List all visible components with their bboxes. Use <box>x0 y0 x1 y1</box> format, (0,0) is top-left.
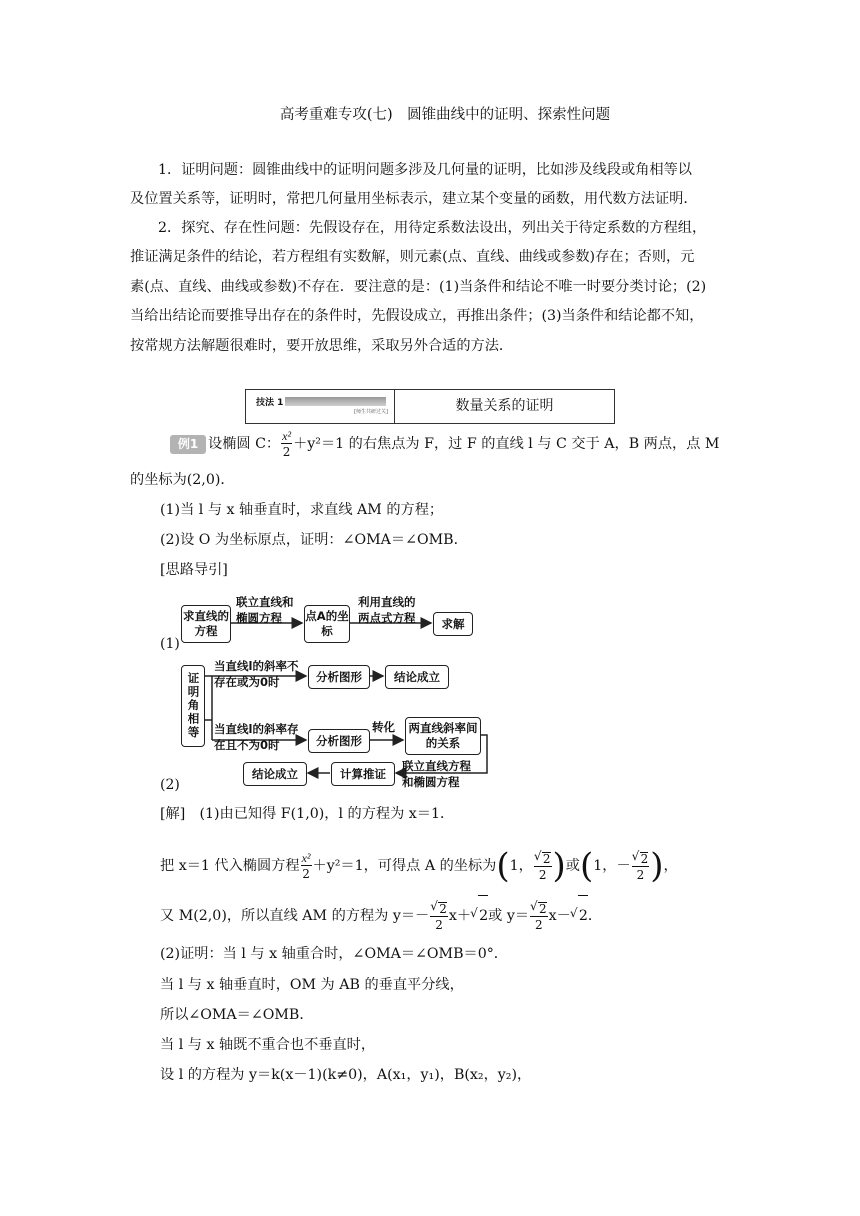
fraction-numerator: x² <box>301 851 311 865</box>
point2-x: 1，－ <box>593 858 631 874</box>
intro-p1-line1: 1．证明问题：圆锥曲线中的证明问题多涉及几何量的证明，比如涉及线段或角相等以 <box>158 162 692 178</box>
solution-line3-c: 或 y＝ <box>488 908 530 924</box>
question-2: (2)设 O 为坐标原点，证明：∠OMA＝∠OMB． <box>160 532 468 548</box>
solution-line3-b: x＋ <box>448 908 472 924</box>
solution-line3-d: x－ <box>548 908 571 924</box>
point1-y-fraction <box>534 852 552 881</box>
solution-line5: 当 l 与 x 轴垂直时，OM 为 AB 的垂直平分线， <box>160 977 464 993</box>
line3-sqrt2: √ 2 <box>478 895 488 936</box>
fraction-denominator: 2 <box>302 867 310 881</box>
line3-den1: 2 <box>435 917 443 932</box>
line3-den2: 2 <box>535 917 543 932</box>
fraction-denominator: 2 <box>282 445 291 459</box>
flow2-transform-label: 转化 <box>372 720 395 734</box>
flow1-arrow2-label: 利用直线的两点式方程 <box>358 595 416 625</box>
flow1-box-line-equation: 求直线的方程 <box>181 605 231 643</box>
flow1-label: (1) <box>160 636 180 652</box>
fraction-numerator: x² <box>282 429 292 443</box>
flow2-branch1-label: 当直线l的斜率不存在或为0时 <box>214 659 299 689</box>
line3-frac2 <box>530 902 548 931</box>
flow2-box-conclusion-a: 结论成立 <box>385 665 449 689</box>
example-badge: 例1 <box>170 435 206 454</box>
line3-frac1 <box>430 902 448 931</box>
example-line1-a: 设椭圆 C： <box>208 436 281 452</box>
flow1-box-point-a: 点A的坐标 <box>304 605 350 643</box>
example-line1-b: ＋y²＝1 的右焦点为 F，过 F 的直线 l 与 C 交于 A，B 两点，点 M <box>293 436 720 452</box>
point2-close-paren: ) <box>650 846 664 886</box>
section-subtitle: [师生共研过关] <box>354 409 388 415</box>
line3-sqrt4: √ 2 <box>578 895 588 936</box>
intro-p2-line3: 素(点、直线、曲线或参数)不存在．要注意的是：(1)当条件和结论不唯一时要分类讨论；(2) <box>130 279 707 295</box>
page-title: 高考重难专攻(七) 圆锥曲线中的证明、探索性问题 <box>279 107 611 123</box>
solution-or: 或 <box>565 858 580 874</box>
solution-line2-fraction <box>301 852 312 880</box>
intro-p1-line2: 及位置关系等，证明时，常把几何量用坐标表示，建立某个变量的函数，用代数方法证明． <box>130 191 698 207</box>
solution-line3-e: ． <box>587 908 603 924</box>
solution-line1: [解] (1)由已知得 F(1,0)，l 的方程为 x＝1． <box>160 806 455 822</box>
flow2-box-conclusion-b: 结论成立 <box>243 762 307 786</box>
point2-y-fraction <box>632 852 650 881</box>
solution-line6: 所以∠OMA＝∠OMB． <box>160 1007 314 1023</box>
flow2-root-box: 证明角相等 <box>181 665 205 747</box>
flow2-box-compute: 计算推证 <box>331 762 395 786</box>
solution-line4: (2)证明：当 l 与 x 轴重合时，∠OMA＝∠OMB＝0°． <box>160 946 508 962</box>
example-line2: 的坐标为(2,0)． <box>130 472 235 488</box>
guide-label: [思路导引] <box>160 562 228 578</box>
flow2-branch2-label: 当直线l的斜率存在且不为0时 <box>214 722 299 752</box>
flow1-arrow1-label: 联立直线和椭圆方程 <box>236 595 294 625</box>
solution-line2: 把 x＝1 代入椭圆方程 $\frac{\text{x²}}{2}$ ＋y²＝1，可得点 A 的坐标为(1， √ $\frac{2}{2}$ )或(1，－ √ $\frac{2}{2}$ )， <box>160 846 678 886</box>
flow2-combine-label: 联立直线方程和椭圆方程 <box>402 759 471 789</box>
intro-p2-line2: 推证满足条件的结论，若方程组有实数解，则元素(点、直线、曲线或参数)存在；否则，元 <box>130 249 695 265</box>
solution-line2-b: ＋y²＝1，可得点 A 的坐标为 <box>312 858 497 874</box>
point1-open-paren: ( <box>496 846 510 886</box>
line3-sqrt3: √ 2 <box>538 902 547 915</box>
solution-line8: 设 l 的方程为 y＝k(x－1)(k≠0)，A(x₁，y₁)，B(x₂，y₂)， <box>160 1067 532 1083</box>
point2-open-paren: ( <box>579 846 594 886</box>
point1-sqrt: √ 2 <box>542 852 551 865</box>
flow2-label: (2) <box>160 777 180 793</box>
solution-line3 <box>160 895 602 936</box>
intro-p2-line1: 2．探究、存在性问题：先假设存在，用待定系数法设出，列出关于待定系数的方程组， <box>158 220 707 236</box>
section-heading: 数量关系的证明 <box>455 398 554 414</box>
section-badge: 技法 1 <box>254 395 285 408</box>
solution-line3-a: 又 M(2,0)，所以直线 AM 的方程为 y＝－ <box>160 908 430 924</box>
point2-den: 2 <box>636 867 645 882</box>
flow2-box-slope-relation: 两直线斜率间的关系 <box>405 717 481 755</box>
point2-sqrt: √ 2 <box>640 852 649 865</box>
solution-line7: 当 l 与 x 轴既不重合也不垂直时， <box>160 1037 376 1053</box>
intro-p2-line4: 当给出结论而要推导出存在的条件时，先假设成立，再推出条件；(3)当条件和结论都不知， <box>130 308 704 324</box>
solution-line2-a: 把 x＝1 代入椭圆方程 <box>160 858 300 874</box>
flow1-box-solve: 求解 <box>433 612 473 636</box>
flow2-box-analyze-a: 分析图形 <box>308 665 370 689</box>
line3-sqrt1: √ 2 <box>438 902 447 915</box>
point1-den: 2 <box>538 867 547 882</box>
question-1: (1)当 l 与 x 轴垂直时，求直线 AM 的方程； <box>160 502 444 518</box>
flow2-box-analyze-b: 分析图形 <box>308 729 370 753</box>
point1-close-paren: ) <box>552 846 566 886</box>
intro-p2-line5: 按常规方法解题很难时，要开放思维，采取另外合适的方法． <box>130 338 514 354</box>
point1-x: 1， <box>509 858 533 874</box>
